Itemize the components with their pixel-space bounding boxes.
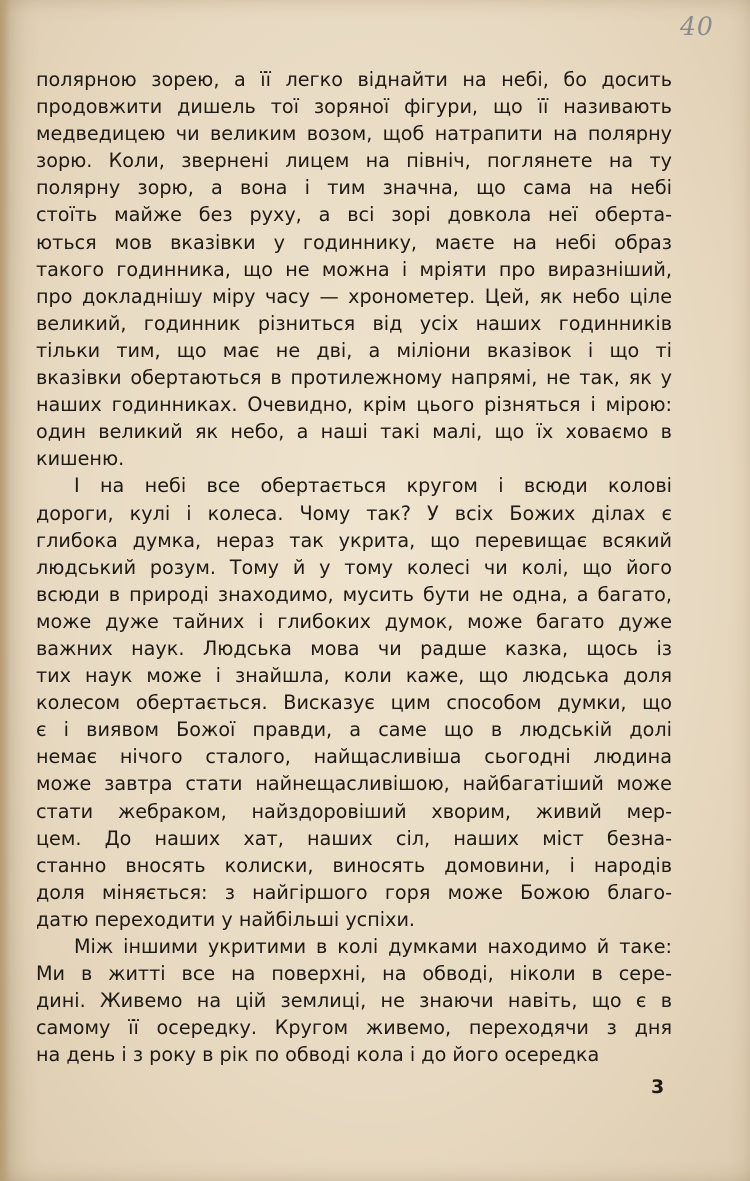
text-line: може завтра стати найнещасливішою, найбагатіший може — [36, 772, 672, 796]
text-line: полярну зорю, а вона і тим значна, що сама на небі — [36, 176, 672, 200]
text-line: Між іншими укритими в колі думками находимо й таке: — [74, 935, 672, 958]
body-text — [36, 66, 672, 1068]
paragraph — [36, 933, 672, 1068]
text-line: великий, годинник різниться від усіх наших годинників — [36, 311, 672, 335]
text-line: І на небі все обертається кругом і всюди колові — [74, 474, 672, 498]
text-line: тих наук може і знайшла, коли каже, що людська доля — [36, 664, 672, 688]
page-number: 3 — [651, 1076, 665, 1098]
text-line: доля міняється: з найгіршого горя може Божою благо- — [36, 880, 672, 904]
text-line: один великий як небо, а наші такі малі, що їх ховаємо в — [36, 420, 672, 444]
text-line: дороги, кулі і колеса. Чому так? У всіх Божих ділах є — [36, 501, 672, 525]
page-spine-shadow — [0, 0, 10, 1181]
text-line: ються мов вказівки у годиннику, маєте на небі образ — [36, 230, 672, 254]
text-line: колесом обертається. Висказує цим способом думки, що — [36, 691, 672, 715]
text-line: немає нічого сталого, найщасливіша сьогодні людина — [36, 745, 672, 769]
text-line: глибока думка, нераз так укрита, що перевищає всякий — [36, 528, 672, 552]
text-line: важних наук. Людська мова чи радше казка, щось із — [36, 636, 672, 660]
text-line: людський розум. Тому й у тому колесі чи колі, що його — [36, 555, 672, 579]
text-line: наших годинниках. Очевидно, крім цього різняться і мірою: — [36, 393, 672, 417]
text-line: всюди в природі знаходимо, мусить бути не одна, а багато, — [36, 582, 672, 606]
text-line: зорю. Коли, звернені лицем на північ, поглянете на ту — [36, 149, 672, 173]
text-line: може дуже тайних і глибоких думок, може багато дуже — [36, 609, 672, 633]
text-line: полярною зорею, а її легко віднайти на небі, бо досить — [36, 68, 672, 91]
text-line: станно вносять колиски, виносять домовини, і народів — [36, 853, 672, 877]
text-line: на день і з року в рік по обводі кола і до його осередка — [36, 1043, 600, 1067]
text-line: Ми в житті все на поверхні, на обводі, ніколи в сере- — [36, 962, 672, 986]
text-line: про докладнішу міру часу — хронометер. Цей, як небо ціле — [36, 284, 672, 308]
text-line: стати жебраком, найздоровіший хворим, живий мер- — [36, 799, 672, 823]
paragraph — [36, 472, 672, 933]
text-line: тільки тим, що має не дві, а міліони вказівок і що ті — [36, 338, 672, 362]
text-line: вказівки обертаються в протилежному напрямі, не так, як у — [36, 366, 672, 390]
text-line: датю переходити у найбільші успіхи. — [36, 907, 416, 931]
text-line: стоїть майже без руху, а всі зорі довкола неї оберта- — [36, 203, 672, 227]
text-line: є і виявом Божої правди, а саме що в людській долі — [36, 718, 672, 742]
text-line: кишеню. — [36, 447, 125, 471]
text-line: дині. Живемо на цій землиці, не знаючи навіть, що є в — [36, 989, 672, 1013]
handwritten-page-note: 40 — [680, 12, 714, 41]
text-line: продовжити дишель тої зоряної фігури, що її називають — [36, 95, 672, 119]
paragraph — [36, 66, 672, 472]
text-line: цем. До наших хат, наших сіл, наших міст безна- — [36, 826, 672, 850]
text-line: медведицею чи великим возом, щоб натрапити на полярну — [36, 122, 672, 146]
text-line: такого годинника, що не можна і мріяти про виразніший, — [36, 257, 672, 281]
text-line: самому її осередку. Кругом живемо, переходячи з дня — [36, 1016, 672, 1040]
